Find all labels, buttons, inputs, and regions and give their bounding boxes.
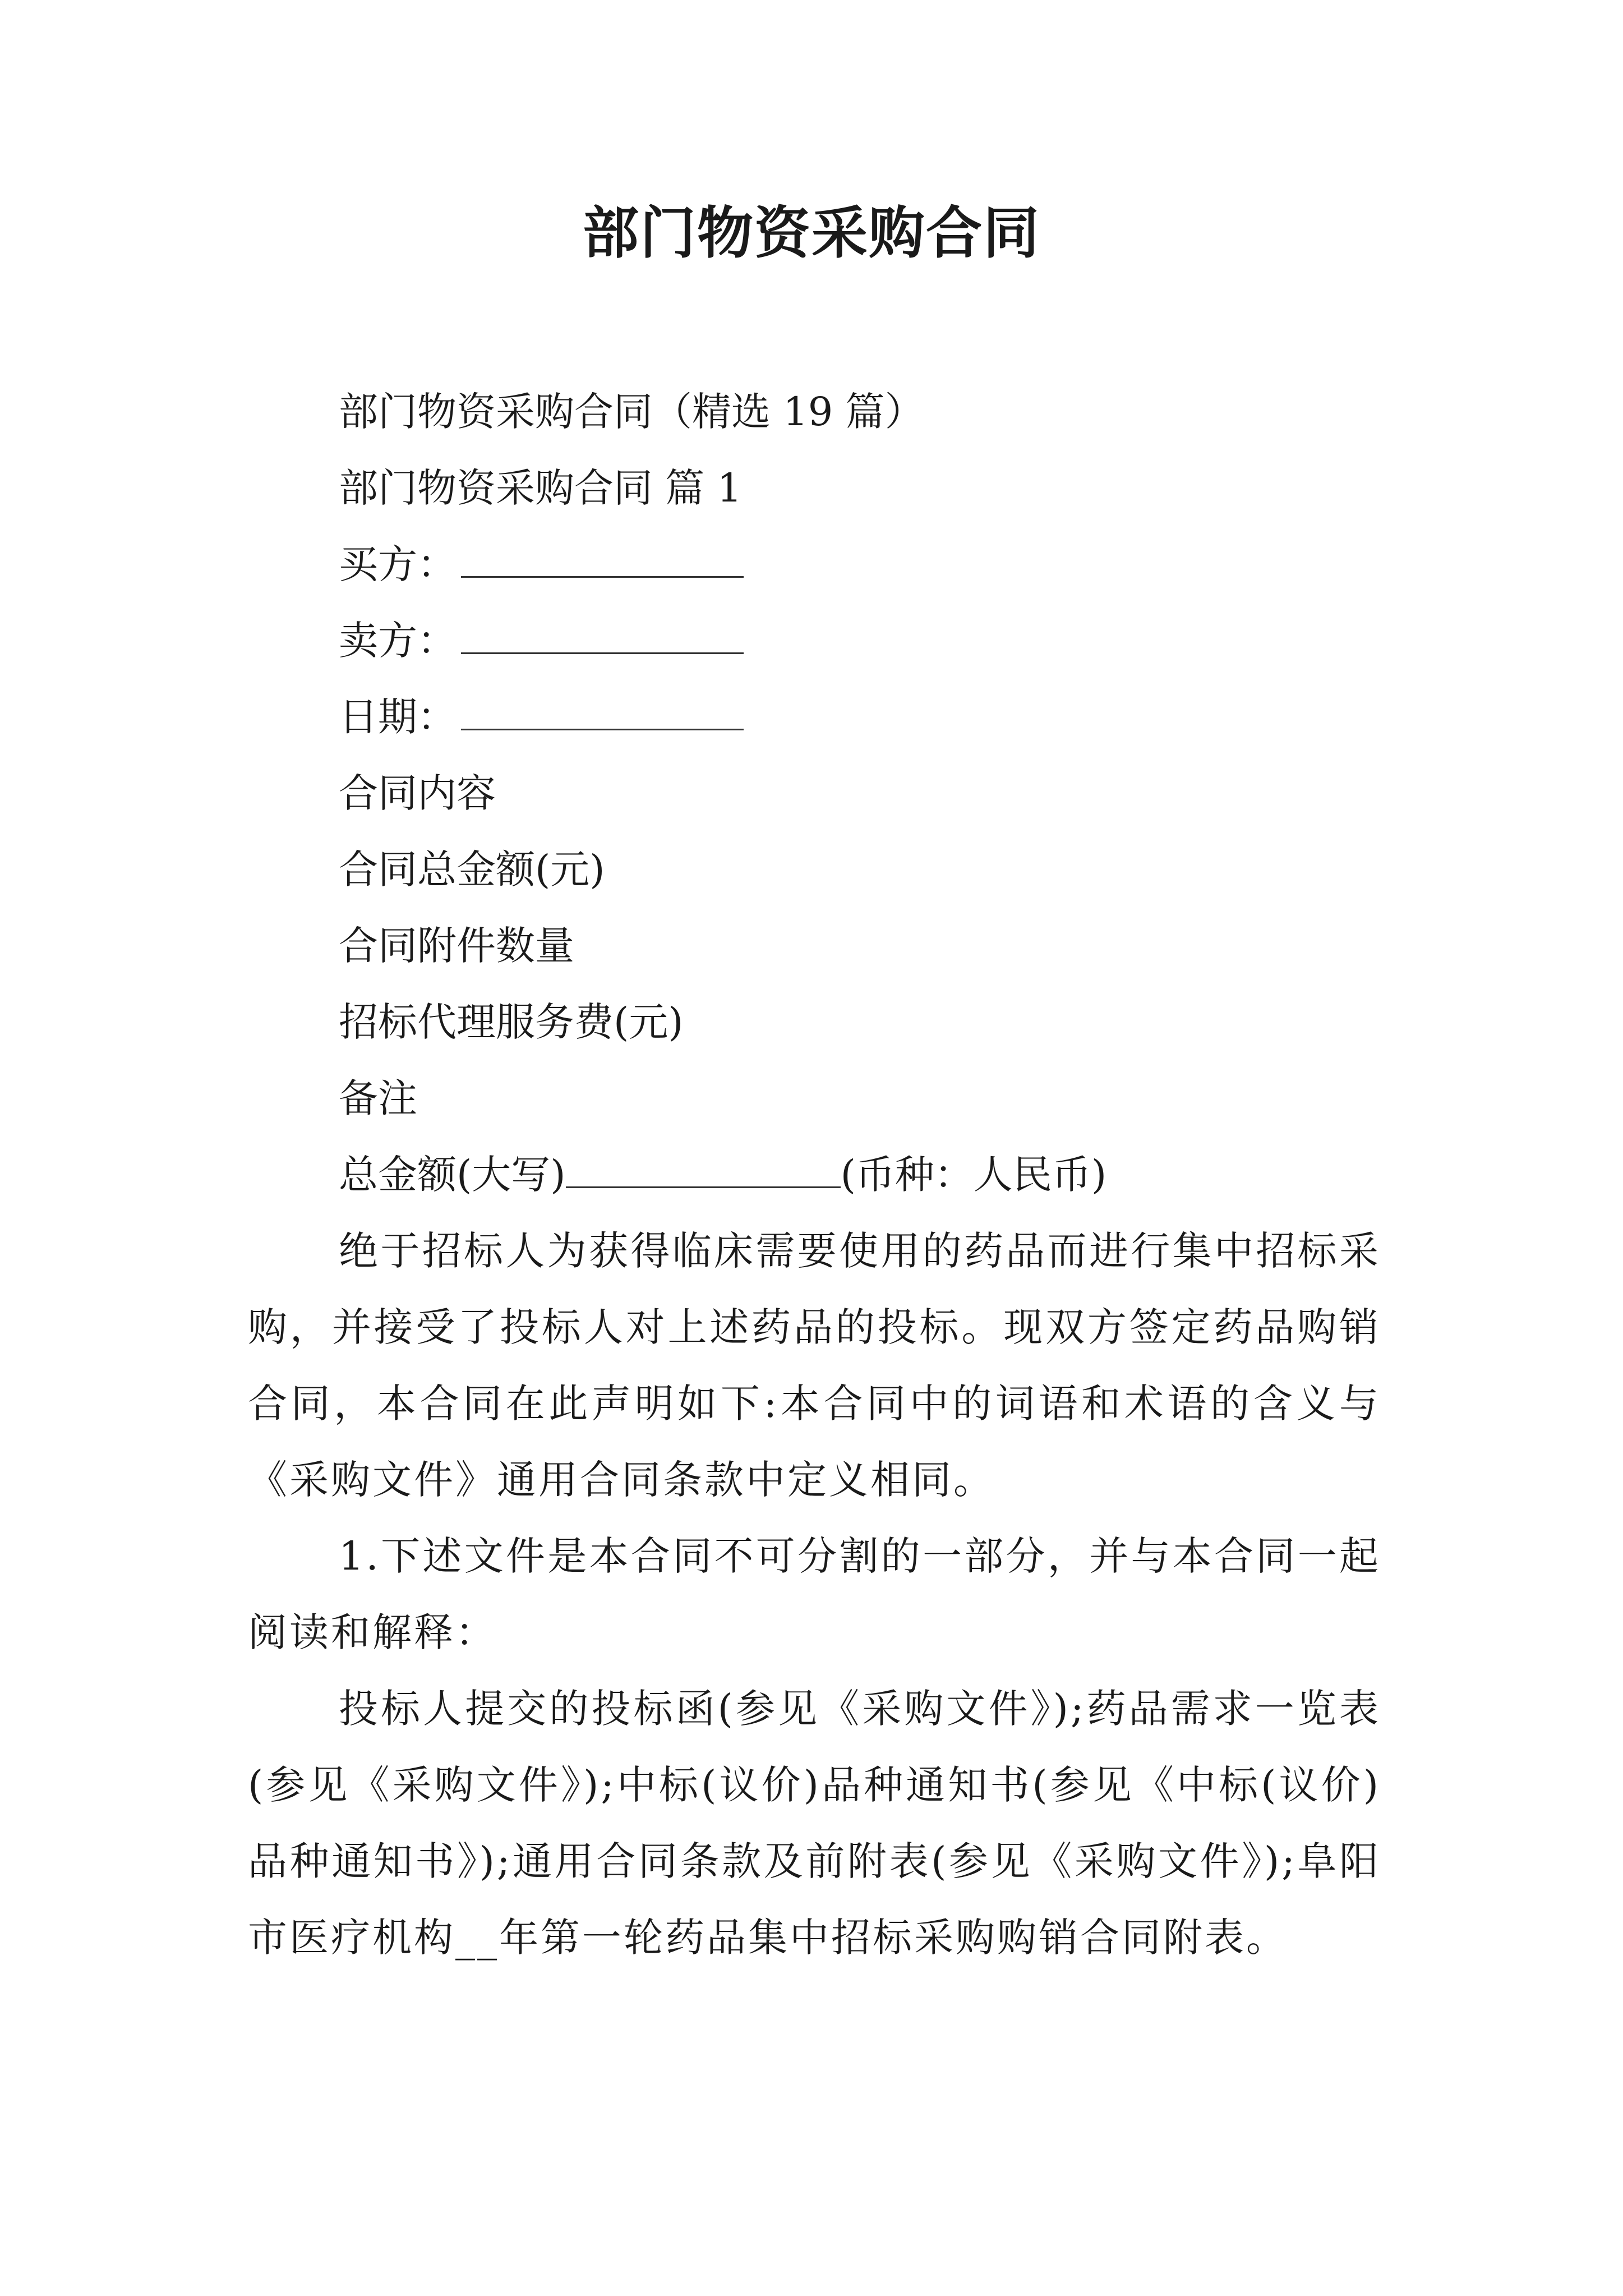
total-capital-blank (566, 1157, 841, 1188)
item-attachment-count: 合同附件数量 (339, 923, 574, 969)
paragraph-clause-1: 1.下述文件是本合同不可分割的一部分，并与本合同一起阅读和解释： (248, 1533, 1381, 1655)
item-remarks: 备注 (339, 1075, 417, 1121)
buyer-blank (461, 547, 744, 578)
section-heading: 部门物资采购合同 篇 1 (339, 465, 743, 511)
date-label: 日期： (339, 694, 457, 740)
total-capital-suffix: (币种：人民币) (840, 1152, 1107, 1198)
paragraph-documents-list: 投标人提交的投标函(参见《采购文件》);药品需求一览表(参见《采购文件》);中标(议价)品种通知书(参见《中标(议价)品种通知书》);通用合同条款及前附表(参见《采购文件》);阜阳市医疗机构__年第一轮药品集中招标采购购销合同附表。 (248, 1686, 1381, 1961)
item-contract-content: 合同内容 (339, 770, 496, 816)
paragraph-preamble: 绝于招标人为获得临床需要使用的药品而进行集中招标采购，并接受了投标人对上述药品的投标。现双方签定药品购销合同，本合同在此声明如下:本合同中的词语和术语的含义与《采购文件》通用合同条款中定义相同。 (248, 1228, 1381, 1503)
total-capital-label: 总金额(大写) (339, 1152, 566, 1198)
item-agency-fee: 招标代理服务费(元) (339, 999, 684, 1045)
document-subtitle: 部门物资采购合同（精选 19 篇） (339, 389, 924, 435)
item-total-amount: 合同总金额(元) (339, 846, 605, 892)
buyer-line (248, 526, 1381, 602)
seller-label: 卖方： (339, 618, 457, 664)
document-title: 部门物资采购合同 (583, 200, 1040, 266)
seller-blank (461, 623, 744, 654)
total-capital-line (248, 1137, 1381, 1213)
seller-line (248, 602, 1381, 679)
document-body (248, 374, 1381, 1976)
buyer-label: 买方： (339, 541, 457, 587)
date-blank (461, 700, 744, 730)
date-line (248, 679, 1381, 755)
